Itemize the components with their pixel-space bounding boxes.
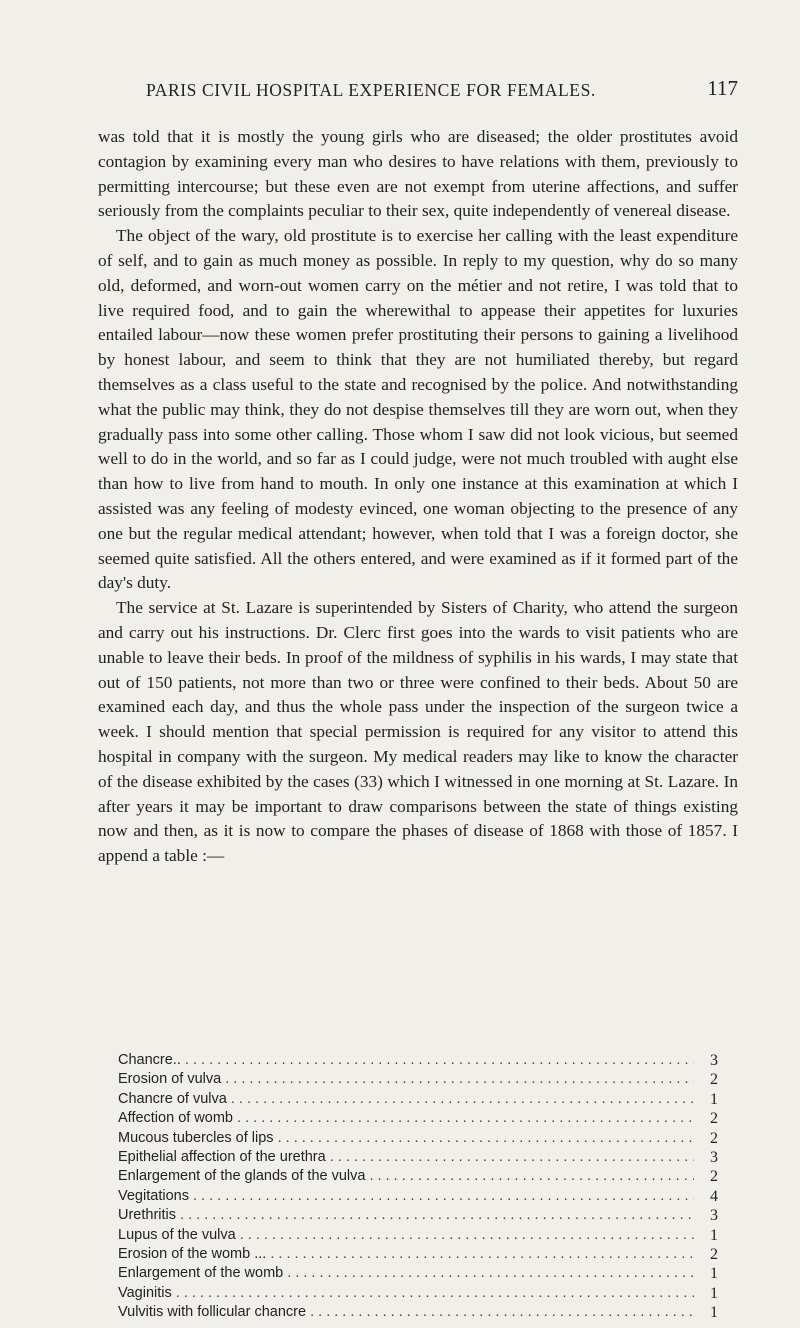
case-count: 2 <box>710 1168 718 1186</box>
table-row <box>118 1245 718 1264</box>
condition-label: Epithelial affection of the urethra . . . <box>118 1148 694 1167</box>
table-row <box>118 1303 718 1322</box>
condition-label: Vaginitis . . . <box>118 1284 694 1303</box>
case-count: 3 <box>710 1148 718 1166</box>
case-count: 2 <box>710 1110 718 1128</box>
table-row <box>118 1167 718 1186</box>
case-count: 1 <box>710 1304 718 1322</box>
condition-label: Lupus of the vulva . . . <box>118 1226 694 1245</box>
condition-label: Vulvitis with follicular chancre . . . <box>118 1303 694 1322</box>
case-count: 2 <box>710 1245 718 1263</box>
condition-label: Erosion of the womb ... . . . <box>118 1245 694 1264</box>
paragraph: The service at St. Lazare is superintended by Sisters of Charity, who attend the surgeon and carry out his instructions. Dr. Clerc first goes into the wards to visit patients who are unable to leave their beds. In proof of the mildness of syphilis in his wards, I may state that out of 150 patients, not more than two or three were confined to their beds. About 50 are examined each day, and thus the whole pass under the inspection of the surgeon twice a week. I should mention that special permission is required for any visitor to attend this hospital in company with the surgeon. My medical readers may like to know the character of the disease exhibited by the cases (33) which I witnessed in one morning at St. Lazare. In after years it may be important to draw comparisons between the state of things existing now and then, as it is now to compare the phases of disease of 1868 with those of 1857. I append a table :— <box>98 598 738 866</box>
table-row <box>118 1051 718 1070</box>
table-row <box>118 1284 718 1303</box>
table-row <box>118 1129 718 1148</box>
table-row <box>118 1187 718 1206</box>
table-row <box>118 1070 718 1089</box>
case-count: 2 <box>710 1071 718 1089</box>
body-text <box>98 125 738 869</box>
condition-label: Chancre.. . . . <box>118 1051 694 1070</box>
table-row <box>118 1264 718 1283</box>
table-row <box>118 1206 718 1225</box>
condition-label: Vegitations . . . <box>118 1187 694 1206</box>
case-count: 3 <box>710 1207 718 1225</box>
condition-label: Urethritis . . . <box>118 1206 694 1225</box>
table-row <box>118 1109 718 1128</box>
case-count: 1 <box>710 1090 718 1108</box>
page-number: 117 <box>707 76 738 100</box>
case-count: 1 <box>710 1284 718 1302</box>
paragraph: was told that it is mostly the young girls who are diseased; the older prostitutes avoid contagion by examining every man who desires to have relations with them, previously to permitting intercourse; but these even are not exempt from uterine affections, and suffer seriously from the complaints peculiar to their sex, quite independently of venereal disease. <box>98 127 738 221</box>
running-head: PARIS CIVIL HOSPITAL EXPERIENCE FOR FEMALES. <box>146 80 596 100</box>
case-count: 4 <box>710 1187 718 1205</box>
case-count: 3 <box>710 1052 718 1069</box>
page-header <box>98 76 738 110</box>
case-count: 2 <box>710 1129 718 1147</box>
paragraph: The object of the wary, old prostitute is to exercise her calling with the least expenditure of self, and to gain as much money as possible. In reply to my question, why do so many old, deformed, and worn-out women carry on the métier and not retire, I was told that to live required food, and to gain the wherewithal to appease their appetites for luxuries entailed labour—now these women prefer prostituting their persons to gaining a livelihood by honest labour, and seem to think that they are not humiliated thereby, but regard themselves as a class useful to the state and recognised by the police. And notwithstanding what the public may think, they do not despise themselves till they are worn out, when they gradually pass into some other calling. Those whom I saw did not look vicious, but seemed well to do in the world, and so far as I could judge, were not much troubled with aught else than how to live from hand to mouth. In only one instance at this examination at which I assisted was any feeling of modesty evinced, one woman objecting to the presence of any one but the regular medical attendant; however, when told that I was a foreign doctor, she seemed quite satisfied. All the others entered, and were examined as if it formed part of the day's duty. <box>98 226 738 593</box>
table-row <box>118 1148 718 1167</box>
table-row <box>118 1226 718 1245</box>
condition-label: Affection of womb . . . <box>118 1109 694 1128</box>
table-row <box>118 1090 718 1109</box>
condition-label: Enlargement of the womb . . . <box>118 1264 694 1283</box>
condition-label: Chancre of vulva . . . <box>118 1090 694 1109</box>
case-count: 1 <box>710 1226 718 1244</box>
condition-label: Enlargement of the glands of the vulva . . . <box>118 1167 694 1186</box>
cases-table <box>118 1051 718 1322</box>
condition-label: Mucous tubercles of lips . . . <box>118 1129 694 1148</box>
case-count: 1 <box>710 1265 718 1283</box>
condition-label: Erosion of vulva . . . <box>118 1070 694 1089</box>
